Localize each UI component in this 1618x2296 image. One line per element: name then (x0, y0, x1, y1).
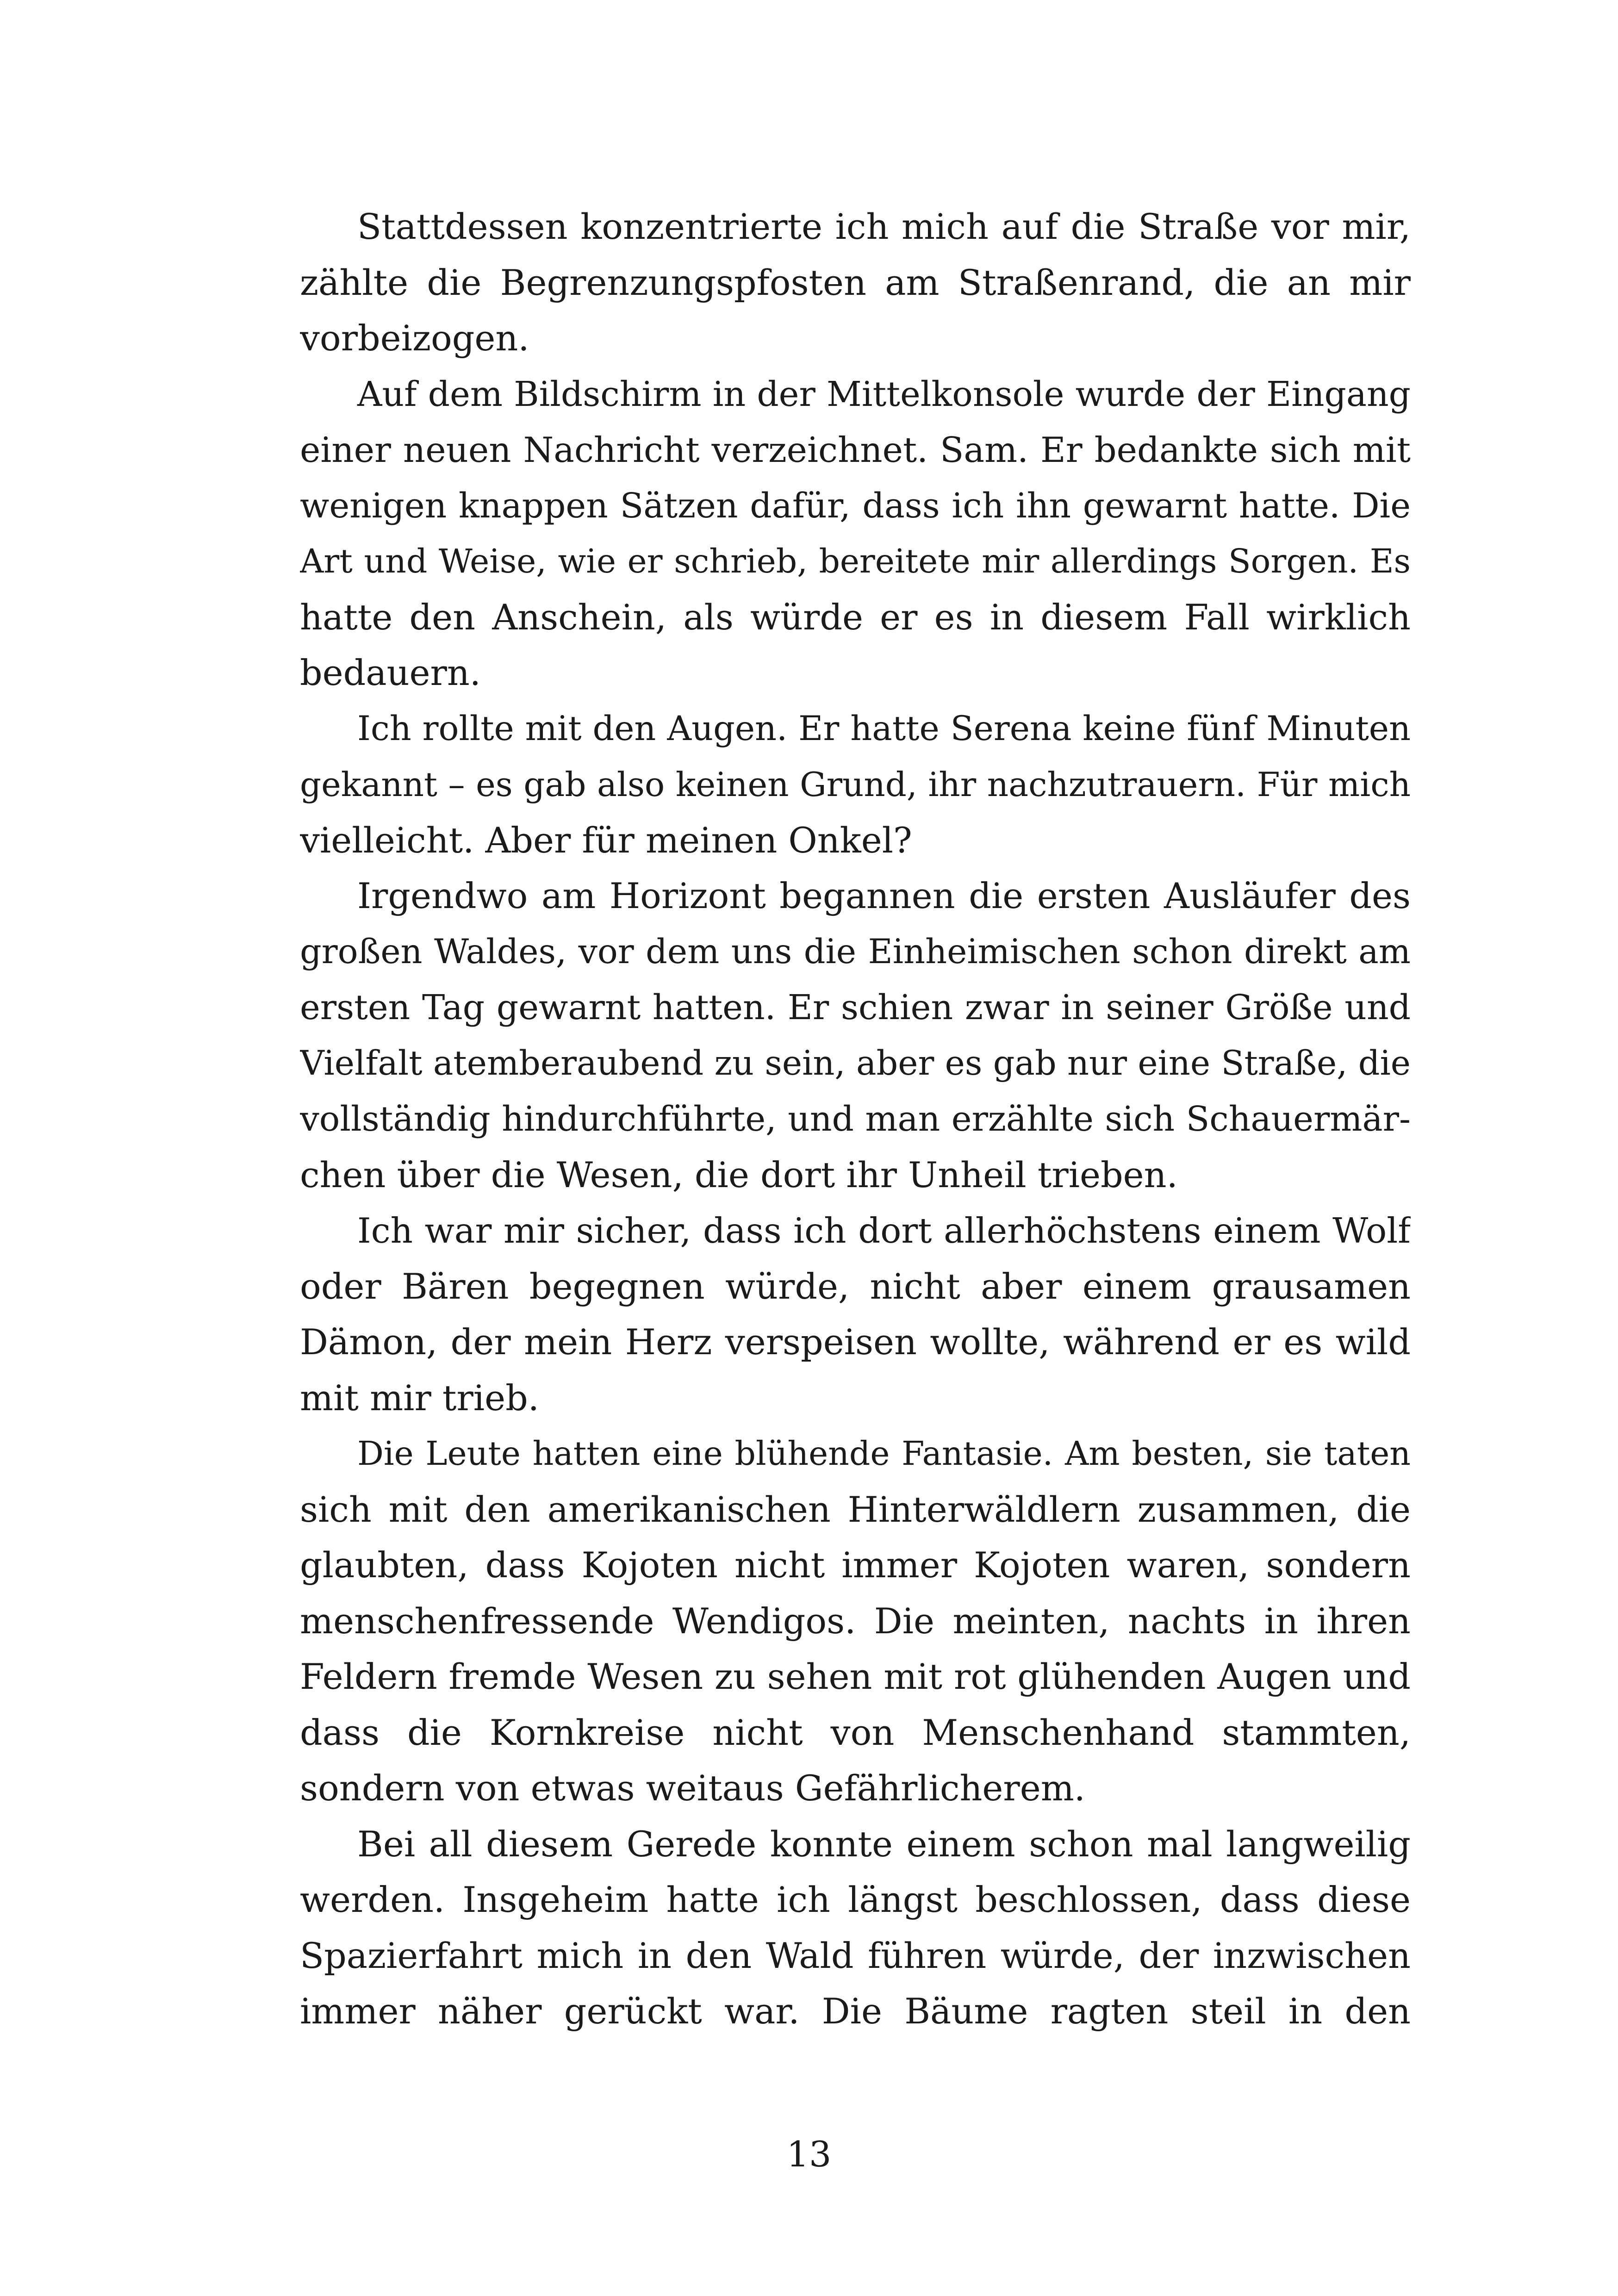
text-line: Irgendwo am Horizont begannen die ersten Ausläufer des (357, 875, 1411, 916)
text-line: menschenfressende Wendigos. Die meinten, nachts in ihren (300, 1600, 1411, 1642)
text-line: großen Waldes, vor dem uns die Einheimischen schon direkt am (300, 932, 1411, 971)
text-line: zählte die Begrenzungspfosten am Straßenrand, die an mir (300, 261, 1411, 303)
text-line: ersten Tag gewarnt hatten. Er schien zwar in seiner Größe und (300, 988, 1411, 1027)
text-line: Die Leute hatten eine blühende Fantasie. Am besten, sie taten (357, 1434, 1411, 1473)
text-line: werden. Insgeheim hatte ich längst beschlossen, dass diese (300, 1879, 1411, 1920)
text-line: immer näher gerückt war. Die Bäume ragten steil in den (300, 1991, 1411, 2032)
text-line: Spazierfahrt mich in den Wald führen würde, der inzwischen (300, 1935, 1411, 1976)
text-line: Dämon, der mein Herz verspeisen wollte, während er es wild (300, 1321, 1411, 1363)
text-line: einer neuen Nachricht verzeichnet. Sam. Er bedankte sich mit (300, 429, 1411, 470)
text-line: gekannt – es gab also keinen Grund, ihr nachzutrauern. Für mich (300, 765, 1411, 804)
text-line: Ich rollte mit den Augen. Er hatte Serena keine fünf Minuten (357, 709, 1411, 748)
text-line: hatte den Anschein, als würde er es in diesem Fall wirklich (300, 596, 1411, 638)
text-line: sondern von etwas weitaus Gefährlicherem. (300, 1767, 1085, 1809)
text-line: chen über die Wesen, die dort ihr Unheil trieben. (300, 1154, 1178, 1195)
text-line: Feldern fremde Wesen zu sehen mit rot glühenden Augen und (300, 1656, 1411, 1697)
text-line: vollständig hindurchführte, und man erzählte sich Schauermär- (300, 1099, 1411, 1139)
text-line: oder Bären begegnen würde, nicht aber einem grausamen (300, 1265, 1411, 1307)
text-line: sich mit den amerikanischen Hinterwäldlern zusammen, die (300, 1488, 1411, 1530)
text-line: wenigen knappen Sätzen dafür, dass ich ihn gewarnt hatte. Die (300, 485, 1411, 526)
text-line: vielleicht. Aber für meinen Onkel? (300, 819, 912, 861)
text-line: Stattdessen konzentrierte ich mich auf die Straße vor mir, (357, 206, 1411, 247)
text-line: Bei all diesem Gerede konnte einem schon mal langweilig (357, 1823, 1411, 1865)
text-line: Auf dem Bildschirm in der Mittelkonsole wurde der Eingang (357, 374, 1411, 414)
text-line: vorbeizogen. (300, 317, 529, 359)
body-text (300, 199, 1411, 2040)
text-line: Ich war mir sicher, dass ich dort allerhöchstens einem Wolf (357, 1210, 1411, 1251)
text-line: Art und Weise, wie er schrieb, bereitete mir allerdings Sorgen. Es (300, 542, 1411, 580)
page-number: 13 (786, 2134, 832, 2175)
text-line: mit mir trieb. (300, 1377, 539, 1419)
text-line: Vielfalt atemberaubend zu sein, aber es gab nur eine Straße, die (300, 1043, 1411, 1083)
text-line: bedauern. (300, 652, 481, 693)
text-line: glaubten, dass Kojoten nicht immer Kojoten waren, sondern (300, 1544, 1411, 1586)
text-line: dass die Kornkreise nicht von Menschenhand stammten, (300, 1711, 1411, 1753)
